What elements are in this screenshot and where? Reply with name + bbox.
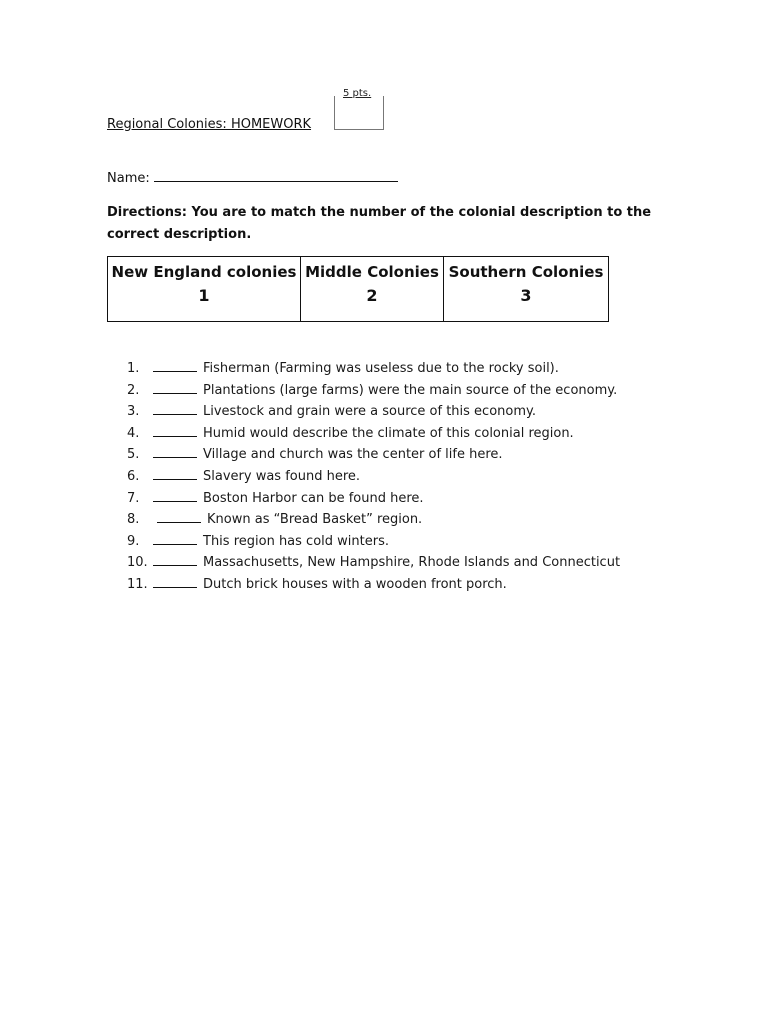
region-number: 1	[198, 286, 210, 305]
answer-blank[interactable]	[153, 532, 197, 545]
question-text: Boston Harbor can be found here.	[203, 490, 424, 506]
question-item	[127, 488, 620, 510]
question-item	[127, 423, 620, 445]
question-item	[127, 466, 620, 488]
name-row	[107, 169, 398, 187]
regions-table	[107, 256, 609, 322]
region-name: New England colonies	[111, 263, 297, 281]
question-item	[127, 552, 620, 574]
answer-blank[interactable]	[153, 467, 197, 480]
question-number: 10.	[127, 555, 148, 571]
question-text: This region has cold winters.	[203, 533, 389, 549]
directions-text: Directions: You are to match the number of the colonial description to the correct description.	[107, 205, 652, 242]
points-box[interactable]	[334, 96, 384, 130]
question-item	[127, 444, 620, 466]
question-text: Humid would describe the climate of this colonial region.	[203, 425, 574, 441]
question-number: 11.	[127, 576, 148, 592]
question-item	[127, 574, 620, 596]
question-text: Plantations (large farms) were the main source of the economy.	[203, 382, 618, 398]
question-number: 7.	[127, 490, 140, 506]
question-item	[127, 401, 620, 423]
question-number: 2.	[127, 382, 140, 398]
name-field[interactable]	[154, 169, 398, 182]
region-cell	[444, 257, 609, 322]
question-text: Known as “Bread Basket” region.	[207, 512, 423, 528]
question-number: 8.	[127, 512, 140, 528]
answer-blank[interactable]	[153, 553, 197, 566]
question-number: 1.	[127, 361, 140, 376]
answer-blank[interactable]	[153, 402, 197, 415]
region-number: 3	[520, 286, 532, 305]
answer-blank[interactable]	[153, 489, 197, 502]
region-name: Middle Colonies	[305, 263, 439, 281]
answer-blank[interactable]	[153, 424, 197, 437]
points-label: 5 pts.	[343, 88, 372, 99]
question-text: Dutch brick houses with a wooden front porch.	[203, 576, 507, 592]
question-list	[127, 358, 620, 596]
answer-blank[interactable]	[153, 381, 197, 394]
answer-blank[interactable]	[153, 575, 197, 588]
question-text: Livestock and grain were a source of this economy.	[203, 404, 536, 420]
question-number: 3.	[127, 404, 140, 420]
region-cell	[108, 257, 301, 322]
name-label: Name:	[107, 171, 150, 186]
answer-blank[interactable]	[153, 445, 197, 458]
question-item	[127, 380, 620, 402]
question-number: 4.	[127, 425, 140, 441]
region-name: Southern Colonies	[448, 263, 604, 281]
question-item	[127, 358, 620, 380]
question-item	[127, 531, 620, 553]
question-number: 9.	[127, 533, 140, 549]
answer-blank[interactable]	[153, 359, 197, 372]
question-number: 6.	[127, 468, 140, 484]
question-text: Village and church was the center of life here.	[203, 447, 503, 463]
region-cell	[301, 257, 444, 322]
question-text: Massachusetts, New Hampshire, Rhode Islands and Connecticut	[203, 555, 621, 571]
question-item	[127, 509, 620, 531]
question-text: Fisherman (Farming was useless due to the rocky soil).	[203, 361, 559, 376]
region-number: 2	[366, 286, 378, 305]
question-number: 5.	[127, 447, 140, 463]
answer-blank[interactable]	[157, 510, 201, 523]
page-title: Regional Colonies: HOMEWORK	[107, 117, 312, 132]
question-text: Slavery was found here.	[203, 468, 361, 484]
